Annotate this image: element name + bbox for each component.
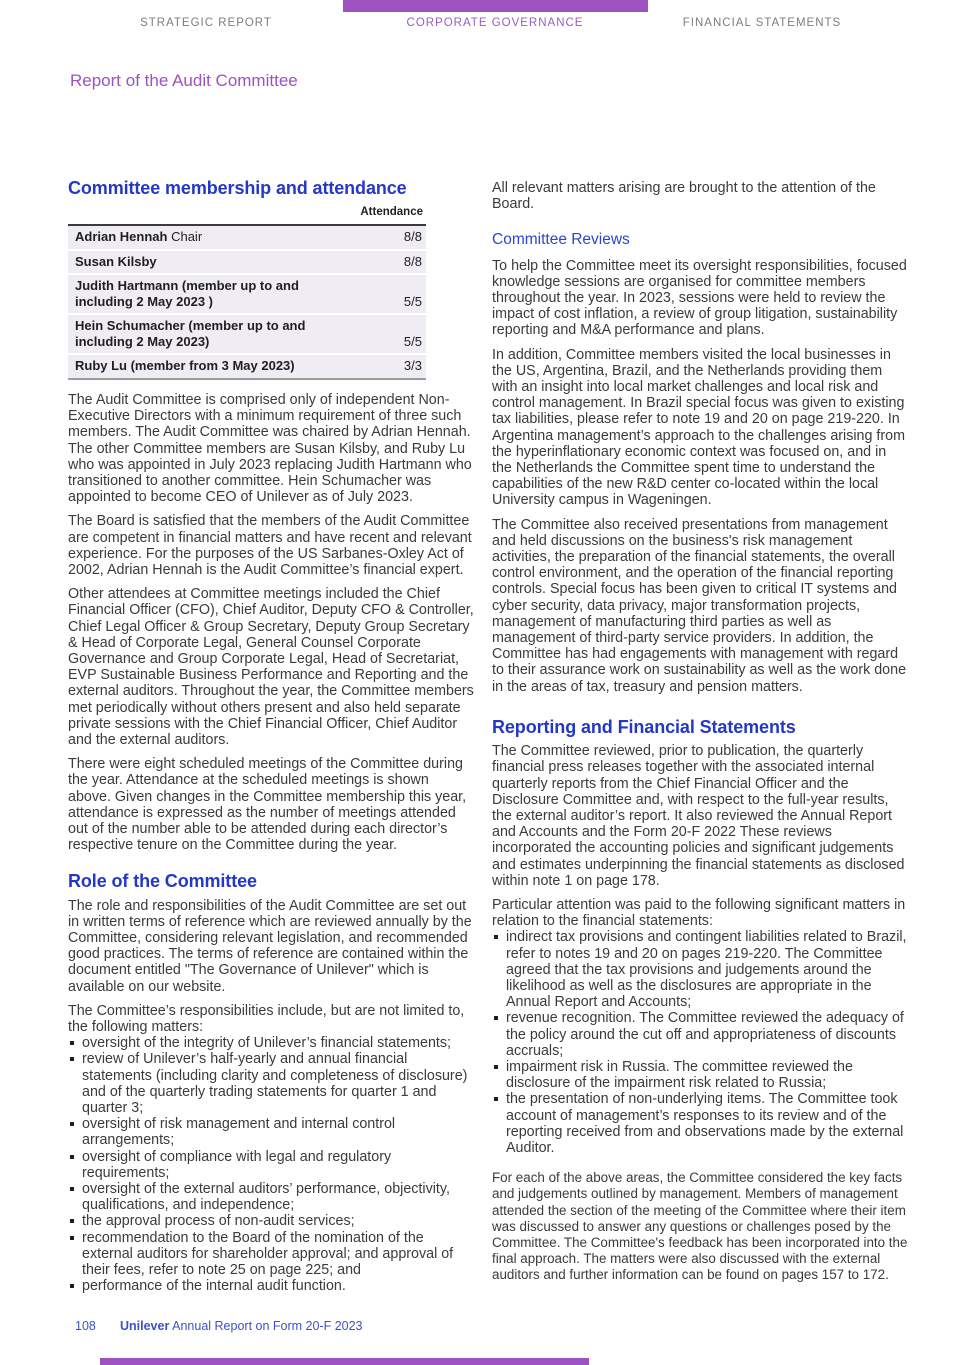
active-tab-indicator <box>343 0 648 12</box>
attendance-table-body <box>68 224 426 380</box>
table-row <box>68 355 426 378</box>
attendance-value: 8/8 <box>403 229 422 245</box>
member-role: Chair <box>167 229 203 245</box>
bullet-item: recommendation to the Board of the nomination of the external auditors for shareholder approval; and approval of their fees, refer to note 25 on page 225; and <box>68 1230 474 1279</box>
bullet-item: indirect tax provisions and contingent liabilities related to Brazil, refer to notes 19 and 20 on pages 219-220. The Committee agreed that the tax provisions and judgements around the likelihood as well as the disclosures are appropriate in the Annual Report and Accounts; <box>492 929 908 1010</box>
reporting-bullet-list <box>492 929 908 1156</box>
bullet-item: revenue recognition. The Committee reviewed the adequacy of the policy around the cut off and appropriateness of discounts accruals; <box>492 1010 908 1059</box>
table-row <box>68 315 426 355</box>
member-name: Ruby Lu (member from 3 May 2023) <box>75 358 295 374</box>
bottom-accent-bar <box>100 1358 589 1365</box>
table-row <box>68 251 426 276</box>
paragraph: The Committee reviewed, prior to publication, the quarterly financial press releases together with the associated internal quarterly reports from the Chief Financial Officer and the Disclosure Committee and, with respect to the full-year results, the external auditor’s report. It also reviewed the Annual Report and Accounts and the Form 20-F 2022 These reviews incorporated the accounting policies and significant judgements and estimates underpinning the financial statements as disclosed within note 1 on page 178. <box>492 743 905 889</box>
paragraph: In addition, Committee members visited the local businesses in the US, Argentina, Brazil, and the Netherlands providing them with an insight into local market challenges and local risk and control management. In Brazil special focus was given to existing tax liabilities, please refer to note 19 and 20 on page 219-220. In Argentina management’s approach to the challenges arising from the hyperinflationary economic context was focused on, and in the Netherlands the Committee spent time to understand the capabilities of the new R&D center co-located within the local University campus in Wageningen. <box>492 346 906 509</box>
page-footer <box>75 1319 363 1333</box>
table-row <box>68 275 426 315</box>
paragraph: The Committee also received presentations from management and held discussions on the business's risk management activities, the preparation of the financial statements, the overall control environment, and the operation of the financial reporting controls. Special focus has been given to critical IT systems and cyber security, data privacy, major transformation projects, management of manufacturing third parties as well as management of third-party service providers. In addition, the Committee has had engagements with management with regard to their assurance work on sustainability as well as the work done in the areas of tax, treasury and pension matters. <box>492 516 907 695</box>
paragraph: The role and responsibilities of the Audit Committee are set out in written terms of reference which are reviewed annually by the Committee, considering relevant legislation, and recommended good practices. The terms of reference are contained within the document entitled "The Governance of Unilever" which is available on our website. <box>68 897 472 995</box>
paragraph: To help the Committee meet its oversight responsibilities, focused knowledge sessions are organised for committee members throughout the year. In 2023, sessions were held to review the impact of cost inflation, a review of group litigation, sustainability reporting and M&A performance and plans. <box>492 257 907 339</box>
subsection-heading-committee-reviews: Committee Reviews <box>492 231 630 249</box>
member-name: Hein Schumacher (member up to and including 2 May 2023) <box>75 318 306 349</box>
bullet-item: oversight of the integrity of Unilever’s financial statements; <box>68 1035 474 1051</box>
paragraph: The Audit Committee is comprised only of independent Non-Executive Directors with a minimum requirement of three such members. The Audit Committee was chaired by Adrian Hennah. The other Committee members are Susan Kilsby, and Ruby Lu who was appointed in July 2023 replacing Judith Hartmann who transitioned to another committee. Hein Schumacher was appointed to become CEO of Unilever as of July 2023. <box>68 391 472 506</box>
bullet-item: the approval process of non-audit services; <box>68 1213 474 1229</box>
footer-page-number: 108 <box>75 1319 96 1333</box>
attendance-value: 5/5 <box>403 293 422 309</box>
attendance-value: 3/3 <box>403 358 422 374</box>
member-name: Judith Hartmann (member up to and including 2 May 2023 ) <box>75 278 299 309</box>
bullet-item: oversight of risk management and internal control arrangements; <box>68 1116 474 1148</box>
bullet-item: oversight of compliance with legal and regulatory requirements; <box>68 1149 474 1181</box>
attendance-table <box>68 204 426 380</box>
tab-financial-statements: FINANCIAL STATEMENTS <box>682 17 842 29</box>
page-title: Report of the Audit Committee <box>70 71 298 90</box>
role-bullet-list <box>68 1035 474 1294</box>
bullet-item: impairment risk in Russia. The committee reviewed the disclosure of the impairment risk related to Russia; <box>492 1059 908 1091</box>
paragraph: There were eight scheduled meetings of the Committee during the year. Attendance at the scheduled meetings is shown above. Given changes in the Committee membership this year, attendance is expressed as the number of meetings attended out of the number able to be attended during each director’s respective tenure on the Committee during the year. <box>68 756 467 854</box>
member-name: Adrian Hennah <box>75 229 168 245</box>
section-heading-reporting: Reporting and Financial Statements <box>492 716 796 737</box>
bullet-item: the presentation of non-underlying items. The Committee took account of management’s responses to its review and of the reporting received from and observations made by the external Auditor. <box>492 1091 908 1156</box>
paragraph: The Committee’s responsibilities include, but are not limited to, the following matters: <box>68 1002 465 1036</box>
tab-strategic-report: STRATEGIC REPORT <box>140 17 272 29</box>
section-heading-membership: Committee membership and attendance <box>68 178 407 198</box>
paragraph: For each of the above areas, the Committee considered the key facts and judgements outlined by management. Members of management attended the section of the meeting of the Committee where their item was discussed to answer any questions or challenges posed by the Committee. The Committee's feedback has been incorporated into the final approach. The matters were also discussed with the external auditors and further information can be found on pages 157 to 172. <box>492 1170 908 1283</box>
paragraph: All relevant matters arising are brought to the attention of the Board. <box>492 180 876 213</box>
attendance-value: 5/5 <box>403 333 422 349</box>
bullet-item: review of Unilever’s half-yearly and annual financial statements (including clarity and completeness of disclosure) and of the quarterly trading statements for quarter 1 and quarter 3; <box>68 1051 474 1116</box>
attendance-value: 8/8 <box>403 253 422 269</box>
paragraph: Other attendees at Committee meetings included the Chief Financial Officer (CFO), Chief Auditor, Deputy CFO & Controller, Chief Legal Officer & Group Secretary, Deputy Group Secretary & Head of Corporate Legal, General Counsel Corporate Governance and Group Corporate Legal, Head of Secretariat, EVP Sustainable Business Performance and Reporting and the external auditors. Throughout the year, the Committee members met periodically without others present and also held separate private sessions with the Chief Financial Officer, Chief Auditor and the external auditors. <box>68 586 474 748</box>
attendance-column-header: Attendance <box>360 206 423 219</box>
paragraph: The Board is satisfied that the members of the Audit Committee are competent in financial matters and have recent and relevant experience. For the purposes of the US Sarbanes-Oxley Act of 2002, Adrian Hennah is the Audit Committee’s financial expert. <box>68 513 472 578</box>
footer-report-title: Annual Report on Form 20-F 2023 <box>169 1319 363 1333</box>
member-name: Susan Kilsby <box>75 253 157 269</box>
table-row <box>68 226 426 251</box>
right-column <box>492 180 908 1292</box>
bullet-item: oversight of the external auditors’ performance, objectivity, qualifications, and independence; <box>68 1181 474 1213</box>
paragraph: Particular attention was paid to the following significant matters in relation to the financial statements: <box>492 896 906 930</box>
footer-brand: Unilever <box>120 1319 170 1333</box>
tab-corporate-governance: CORPORATE GOVERNANCE <box>406 17 584 29</box>
bullet-item: performance of the internal audit function. <box>68 1278 474 1294</box>
section-heading-role: Role of the Committee <box>68 871 257 892</box>
left-column <box>68 180 474 1302</box>
